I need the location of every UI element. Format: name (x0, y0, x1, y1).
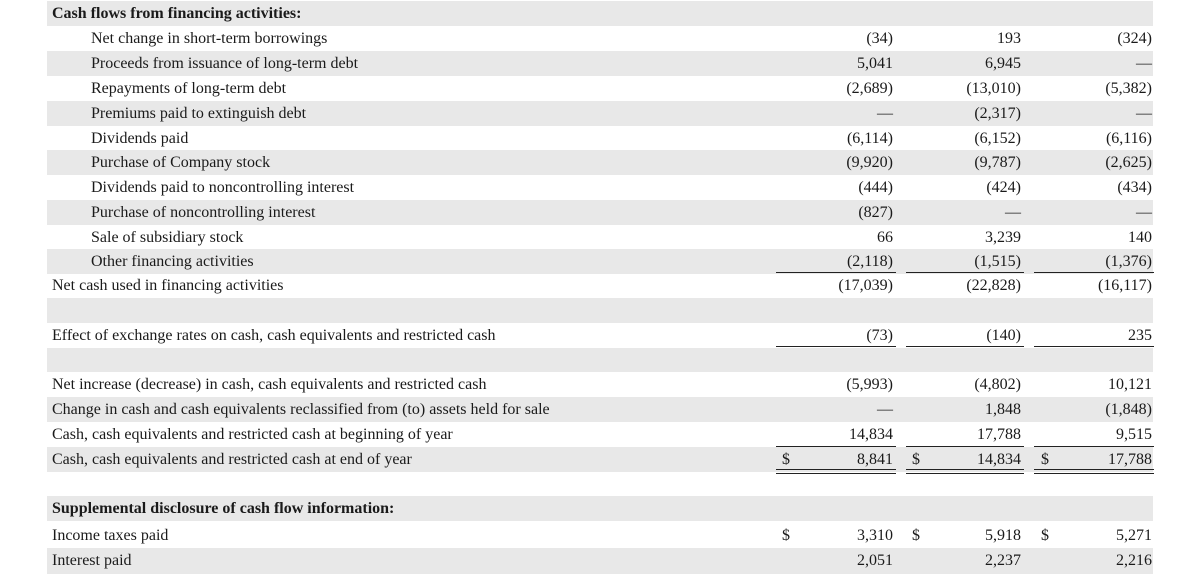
table-row (47, 126, 1153, 151)
value-2019: (324) (1117, 30, 1152, 47)
row-label: Cash, cash equivalents and restricted cash at end of year (52, 451, 412, 468)
value-2019: (434) (1117, 179, 1152, 196)
currency-symbol: $ (1041, 451, 1049, 468)
financing-header: Cash flows from financing activities: (52, 5, 302, 22)
subtotal-rule (906, 346, 1024, 347)
value-2019: (1,848) (1105, 401, 1152, 418)
table-row (47, 101, 1153, 126)
value-2019: (6,116) (1105, 130, 1152, 147)
value-2020: (9,787) (974, 154, 1021, 171)
value-2019: 2,216 (1116, 552, 1152, 569)
row-label: Other financing activities (91, 253, 254, 270)
value-2019: 9,515 (1116, 426, 1152, 443)
value-2021: (17,039) (838, 277, 893, 294)
table-row (47, 548, 1153, 574)
supplemental-header: Supplemental disclosure of cash flow information: (52, 500, 395, 517)
value-2019: (16,117) (1097, 277, 1152, 294)
double-rule (1034, 469, 1154, 474)
row-label: Income taxes paid (52, 527, 169, 544)
currency-symbol: $ (912, 527, 920, 544)
row-label: Purchase of noncontrolling interest (91, 204, 316, 221)
row-label: Sale of subsidiary stock (91, 229, 244, 246)
row-label: Interest paid (52, 552, 132, 569)
currency-symbol: $ (912, 451, 920, 468)
financing-header-row (47, 1, 1153, 26)
value-2019: 5,271 (1116, 527, 1152, 544)
value-2019: (5,382) (1105, 80, 1152, 97)
table-row (47, 422, 1153, 447)
value-2020: (6,152) (974, 130, 1021, 147)
row-label: Change in cash and cash equivalents reclassified from (to) assets held for sale (52, 401, 550, 418)
value-2020: 5,918 (985, 527, 1021, 544)
value-2021: (444) (858, 179, 893, 196)
table-row (47, 26, 1153, 51)
row-label: Purchase of Company stock (91, 154, 271, 171)
table-row (47, 225, 1153, 250)
value-2020: (424) (986, 179, 1021, 196)
table-row (47, 175, 1153, 200)
value-2021: — (877, 105, 893, 122)
value-2019: — (1136, 204, 1152, 221)
table-row (47, 397, 1153, 422)
exchange-row (47, 323, 1153, 348)
value-2021: (2,118) (846, 253, 893, 270)
value-2019: 235 (1128, 327, 1152, 344)
value-2021: 14,834 (849, 426, 893, 443)
value-2021: (73) (866, 327, 893, 344)
table-row (47, 76, 1153, 101)
double-rule (906, 469, 1024, 474)
value-2020: (2,317) (974, 105, 1021, 122)
value-2020: 2,237 (985, 552, 1021, 569)
value-2020: (22,828) (966, 277, 1021, 294)
value-2019: — (1136, 55, 1152, 72)
value-2021: (34) (866, 30, 893, 47)
spacer-row (47, 348, 1153, 372)
total-row (47, 273, 1153, 298)
value-2021: — (877, 401, 893, 418)
value-2019: 140 (1128, 229, 1152, 246)
row-label: Net cash used in financing activities (52, 277, 284, 294)
row-label: Net increase (decrease) in cash, cash equivalents and restricted cash (52, 376, 487, 393)
value-2021: 2,051 (857, 552, 893, 569)
value-2021: (827) (858, 204, 893, 221)
value-2020: 14,834 (977, 451, 1021, 468)
double-rule (776, 469, 896, 474)
table-row (47, 51, 1153, 76)
value-2020: 1,848 (985, 401, 1021, 418)
value-2020: — (1005, 204, 1021, 221)
value-2020: 193 (997, 30, 1021, 47)
row-label: Cash, cash equivalents and restricted cash at beginning of year (52, 426, 453, 443)
value-2021: (2,689) (846, 80, 893, 97)
spacer-row (47, 298, 1153, 323)
value-2020: (4,802) (974, 376, 1021, 393)
value-2019: (2,625) (1105, 154, 1152, 171)
row-label: Repayments of long-term debt (91, 80, 287, 97)
value-2021: (5,993) (846, 376, 893, 393)
value-2019: 17,788 (1108, 451, 1152, 468)
value-2021: 66 (877, 229, 893, 246)
value-2020: 6,945 (985, 55, 1021, 72)
currency-symbol: $ (1041, 527, 1049, 544)
value-2020: 17,788 (977, 426, 1021, 443)
row-label: Proceeds from issuance of long-term debt (91, 55, 359, 72)
currency-symbol: $ (782, 527, 790, 544)
table-row (47, 200, 1153, 225)
table-row (47, 523, 1153, 548)
value-2021: (6,114) (846, 130, 893, 147)
table-row (47, 150, 1153, 175)
table-row (47, 249, 1153, 274)
value-2020: (140) (986, 327, 1021, 344)
row-label: Dividends paid (91, 130, 189, 147)
value-2019: — (1136, 105, 1152, 122)
value-2019: 10,121 (1108, 376, 1152, 393)
value-2021: 3,310 (857, 527, 893, 544)
value-2021: (9,920) (846, 154, 893, 171)
value-2021: 5,041 (857, 55, 893, 72)
value-2020: 3,239 (985, 229, 1021, 246)
row-label: Dividends paid to noncontrolling interest (91, 179, 355, 196)
value-2020: (1,515) (974, 253, 1021, 270)
row-label: Net change in short-term borrowings (91, 30, 328, 47)
subtotal-rule (776, 346, 896, 347)
table-row (47, 372, 1153, 397)
row-label: Effect of exchange rates on cash, cash equivalents and restricted cash (52, 327, 496, 344)
value-2020: (13,010) (966, 80, 1021, 97)
value-2019: (1,376) (1105, 253, 1152, 270)
row-label: Premiums paid to extinguish debt (91, 105, 307, 122)
supplemental-header-row (47, 496, 1153, 521)
subtotal-rule (1034, 346, 1154, 347)
currency-symbol: $ (782, 451, 790, 468)
value-2021: 8,841 (857, 451, 893, 468)
